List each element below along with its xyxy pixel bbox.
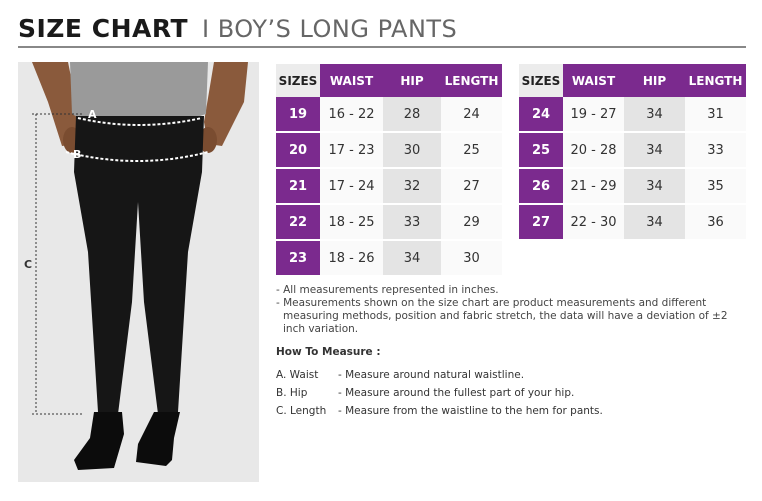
title-subtitle: I BOY’S LONG PANTS xyxy=(202,15,458,43)
cell-hip: 33 xyxy=(383,204,441,240)
pants-figure-svg xyxy=(18,62,259,482)
cell-length: 29 xyxy=(441,204,502,240)
table-row xyxy=(519,168,746,204)
note-deviation: - Measurements shown on the size chart are product measurements and different measuring methods, position and fabric stretch, the data will have a deviation of ±2 inch variation. xyxy=(276,297,728,335)
size-table-right xyxy=(519,64,746,241)
title-bold: SIZE CHART xyxy=(18,14,189,43)
cell-length: 31 xyxy=(685,97,746,132)
header-waist: WAIST xyxy=(320,64,383,97)
table-row xyxy=(276,132,502,168)
cell-hip: 32 xyxy=(383,168,441,204)
how-to-text: - Measure from the waistline to the hem for pants. xyxy=(338,405,603,417)
cell-waist: 20 - 28 xyxy=(563,132,624,168)
label-a: A xyxy=(88,108,97,121)
cell-length: 30 xyxy=(441,240,502,276)
how-to-item xyxy=(276,384,603,402)
cell-hip: 30 xyxy=(383,132,441,168)
table-row xyxy=(276,204,502,240)
cell-size: 27 xyxy=(519,204,563,240)
table-header-row xyxy=(276,64,502,97)
cell-size: 19 xyxy=(276,97,320,132)
measurement-notes xyxy=(276,284,746,336)
header-hip: HIP xyxy=(624,64,685,97)
how-to-key: A. Waist xyxy=(276,369,319,381)
cell-length: 24 xyxy=(441,97,502,132)
cell-size: 24 xyxy=(519,97,563,132)
table-row xyxy=(276,97,502,132)
header-length: LENGTH xyxy=(441,64,502,97)
table-row xyxy=(519,97,746,132)
cell-waist: 16 - 22 xyxy=(320,97,383,132)
how-to-heading: How To Measure : xyxy=(276,346,381,358)
how-to-item xyxy=(276,366,603,384)
cell-length: 27 xyxy=(441,168,502,204)
cell-waist: 18 - 26 xyxy=(320,240,383,276)
header-length: LENGTH xyxy=(685,64,746,97)
cell-size: 26 xyxy=(519,168,563,204)
cell-hip: 28 xyxy=(383,97,441,132)
cell-hip: 34 xyxy=(383,240,441,276)
cell-waist: 17 - 23 xyxy=(320,132,383,168)
cell-size: 21 xyxy=(276,168,320,204)
cell-waist: 22 - 30 xyxy=(563,204,624,240)
how-to-item xyxy=(276,402,603,420)
title-divider xyxy=(18,46,746,48)
table-row xyxy=(519,204,746,240)
cell-size: 25 xyxy=(519,132,563,168)
page-title xyxy=(18,14,457,44)
table-row xyxy=(276,240,502,276)
how-to-measure xyxy=(276,346,603,420)
cell-length: 35 xyxy=(685,168,746,204)
header-waist: WAIST xyxy=(563,64,624,97)
header-hip: HIP xyxy=(383,64,441,97)
cell-hip: 34 xyxy=(624,204,685,240)
cell-waist: 18 - 25 xyxy=(320,204,383,240)
cell-waist: 19 - 27 xyxy=(563,97,624,132)
table-row xyxy=(276,168,502,204)
how-to-key: C. Length xyxy=(276,405,327,417)
table-header-row xyxy=(519,64,746,97)
label-b: B xyxy=(73,148,82,161)
pants-measurement-illustration xyxy=(18,62,259,482)
cell-hip: 34 xyxy=(624,168,685,204)
how-to-text: - Measure around the fullest part of your hip. xyxy=(338,387,575,399)
header-sizes: SIZES xyxy=(519,64,563,97)
size-table-left xyxy=(276,64,502,277)
table-row xyxy=(519,132,746,168)
cell-size: 23 xyxy=(276,240,320,276)
header-sizes: SIZES xyxy=(276,64,320,97)
cell-size: 20 xyxy=(276,132,320,168)
cell-waist: 17 - 24 xyxy=(320,168,383,204)
cell-hip: 34 xyxy=(624,97,685,132)
label-c: C xyxy=(24,258,33,271)
cell-hip: 34 xyxy=(624,132,685,168)
note-units: - All measurements represented in inches. xyxy=(276,284,499,296)
cell-length: 33 xyxy=(685,132,746,168)
cell-waist: 21 - 29 xyxy=(563,168,624,204)
cell-length: 36 xyxy=(685,204,746,240)
cell-length: 25 xyxy=(441,132,502,168)
cell-size: 22 xyxy=(276,204,320,240)
how-to-text: - Measure around natural waistline. xyxy=(338,369,525,381)
how-to-key: B. Hip xyxy=(276,387,308,399)
